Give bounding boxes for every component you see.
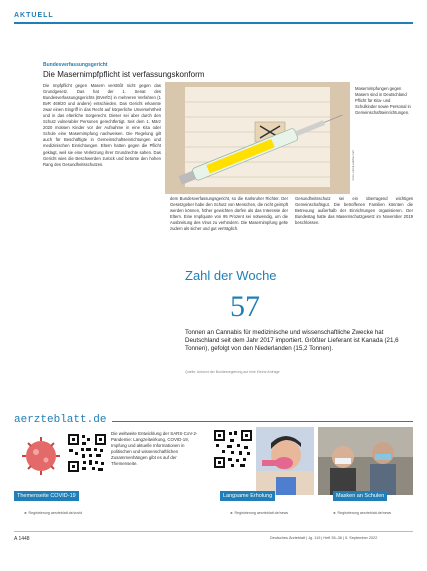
stat-text: Tonnen an Cannabis für medizinische und wissenschaftliche Zwecke hat Deutschland seit dem Jahr 2017 importiert. Größter Lieferant ist Kanada (21,6 Tonnen), gefolgt von den Niederlanden (15,2 Tonnen). xyxy=(185,329,399,353)
teaser-link-schools[interactable]: ► Registrierung aerzteblatt.de/news xyxy=(333,511,392,515)
issue-imprint: Deutsches Ärzteblatt | Jg. 119 | Heft 35–36 | 5. September 2022 xyxy=(270,536,378,540)
photo-credit: Foto: stock.adobe.com xyxy=(351,150,355,181)
stat-source: Quelle: Antwort der Bundesregierung auf eine Kleine Anfrage xyxy=(185,370,280,374)
vaccine-photo xyxy=(165,82,350,194)
covid-teaser-visual xyxy=(14,427,68,482)
teaser-label-recovery[interactable]: Langsame Erholung xyxy=(220,491,275,501)
qr-code-icon xyxy=(213,429,253,469)
photo-caption: Masernimpfungen gegen Masern sind in Deutschland Pflicht für Kita- und Schulkinder sowie Personal in Gemeinschaftseinrichtungen. xyxy=(355,86,411,115)
child-mask-photo xyxy=(256,427,314,495)
syringe-illustration xyxy=(165,82,350,194)
covid-teaser-text: Die weltweite Entwicklung der SARS-CoV-2-Pandemie: Langzeitwirkung, COVID-19, Impfung und aktuelle Informationen in politischen und wissenschaftlichen Zusammenhängen gibt es auf der Themenseite. xyxy=(111,431,198,467)
section-label: AKTUELL xyxy=(14,12,54,19)
child-inhaler-illustration xyxy=(256,427,314,495)
teaser-link-covid[interactable]: ► Registrierung aerzteblatt.de/covid xyxy=(24,511,83,515)
classroom-illustration xyxy=(318,427,413,495)
school-mask-photo xyxy=(318,427,413,495)
qr-code-recovery[interactable] xyxy=(213,429,253,469)
page-number: A 1448 xyxy=(14,536,30,542)
article-column-3: Gesundheitsschutz sei ein überragend wichtiges Gemeinschaftsgut. Die betroffenen Familien könnten die Betreuung außerhalb der Einrichtungen organisieren. Der Bundestag hatte das Masernschutzgesetz im November 2019 beschlossen. xyxy=(295,196,413,226)
top-rule xyxy=(14,22,413,24)
teaser-label-schools[interactable]: Masken an Schulen xyxy=(333,491,387,501)
stat-number: 57 xyxy=(230,290,260,323)
qr-code-covid[interactable] xyxy=(67,433,107,473)
qr-code-icon xyxy=(67,433,107,473)
article-column-1: Die Impfpflicht gegen Masern verstößt nicht gegen das Grundgesetz. Das hat der 1. Senat des Bundesverfassungsgerichts (BVerfG) in mehreren Verfahren (1 BvR 469/20 und andere) entschieden. Das Gericht erkannte zwar einen Eingriff in das Recht auf körperliche Unversehrtheit und in das elterliche Sorgerecht. Dieser sei aber durch den Schutz vulnerabler Personen gerechtfertigt. Seit dem 1. März 2020 müssen Kinder vor der Aufnahme in eine Kita oder Schule eine Masernimpfung nachweisen. Die Regelung gilt auch für Beschäftigte in Gemeinschaftseinrichtungen und medizinischen Einrichtungen. Eltern hatten gegen die Pflicht geklagt, weil sie eine Verletzung ihrer Grundrechte sahen. Das Gericht wies die Beschwerden zurück und betonte den hohen Rang des Gesundheitsschutzes. xyxy=(43,83,161,167)
footer-rule xyxy=(14,531,413,532)
virus-icon xyxy=(14,427,68,482)
portal-name[interactable]: aerzteblatt.de xyxy=(14,414,112,426)
teaser-label-covid[interactable]: Themenseite COVID-19 xyxy=(14,491,79,501)
teaser-link-recovery[interactable]: ► Registrierung aerzteblatt.de/news xyxy=(230,511,289,515)
article-column-2: dem Bundesverfassungsgericht, so die Karlsruher Richter. Der Gesetzgeber habe den Schutz von Menschen, die nicht geimpft werden können, höher gewichten dürfen als das Interesse der Eltern. Eine Impfquote von 95 Prozent sei notwendig, um die Ausbreitung des Virus zu verhindern. Die Masernimpfung gelte zudem als sicher und gut verträglich. xyxy=(170,196,288,232)
stat-title: Zahl der Woche xyxy=(185,268,277,283)
article-headline: Die Masernimpfpflicht ist verfassungskonform xyxy=(43,70,205,79)
article-kicker: Bundesverfassungsgericht xyxy=(43,62,108,68)
